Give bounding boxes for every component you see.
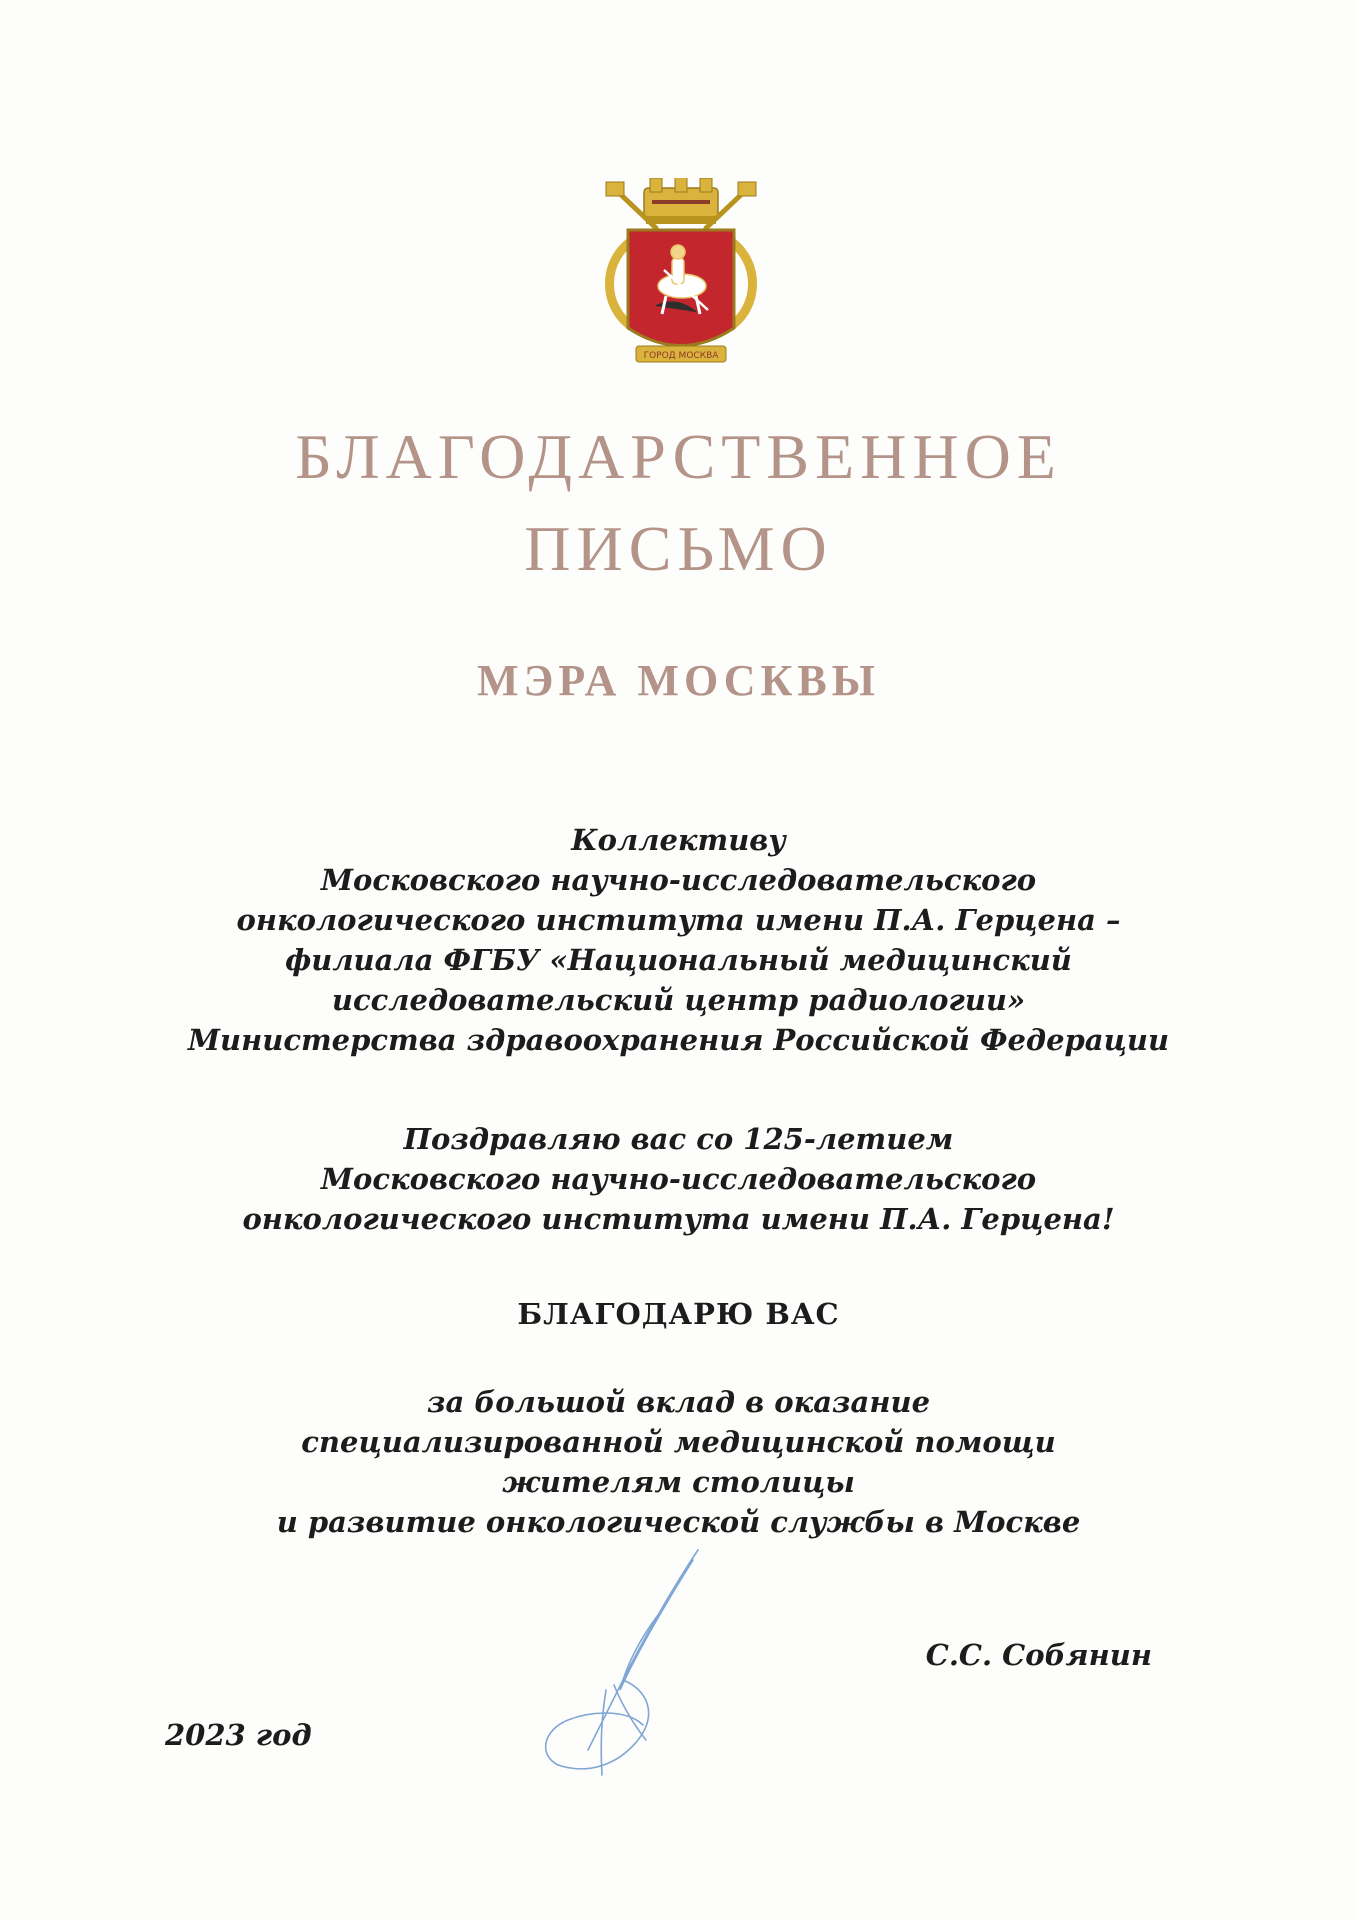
crown-icon [644, 178, 718, 224]
addressee-line: Коллективу [571, 823, 786, 857]
addressee-line: исследовательский центр радиологии» [331, 983, 1026, 1017]
thanks-heading [0, 1294, 1357, 1334]
addressee-block [0, 820, 1357, 1060]
document-year: 2023 год [165, 1718, 312, 1752]
document-subtitle: МЭРА МОСКВЫ [477, 656, 880, 705]
addressee-line: филиала ФГБУ «Национальный медицинский [285, 943, 1072, 977]
addressee-line: Московского научно-исследовательского [320, 863, 1037, 897]
greeting-block [0, 1119, 1357, 1239]
thanks-text: БЛАГОДАРЮ ВАС [517, 1297, 840, 1331]
document-title-line1: БЛАГОДАРСТВЕННОЕ [295, 421, 1062, 492]
addressee-line: Министерства здравоохранения Российской Федерации [187, 1023, 1170, 1057]
reason-line: специализированной медицинской помощи [301, 1425, 1056, 1459]
document-title-line2: ПИСЬМО [524, 513, 833, 584]
signer-name: С.С. Собянин [925, 1638, 1152, 1672]
reason-line: жителям столицы [502, 1465, 855, 1499]
reason-line: за большой вклад в оказание [426, 1385, 931, 1419]
greeting-line: Поздравляю вас со 125-летием [403, 1122, 954, 1156]
addressee-line: онкологического института имени П.А. Герцена – [236, 903, 1121, 937]
reason-line: и развитие онкологической службы в Москве [276, 1505, 1081, 1539]
greeting-line: Московского научно-исследовательского [320, 1162, 1037, 1196]
svg-text:ГОРОД МОСКВА: ГОРОД МОСКВА [643, 351, 719, 361]
handwritten-signature [528, 1540, 728, 1790]
moscow-coat-of-arms-emblem [596, 178, 766, 378]
reason-block [0, 1382, 1357, 1542]
greeting-line: онкологического института имени П.А. Герцена! [242, 1202, 1115, 1236]
